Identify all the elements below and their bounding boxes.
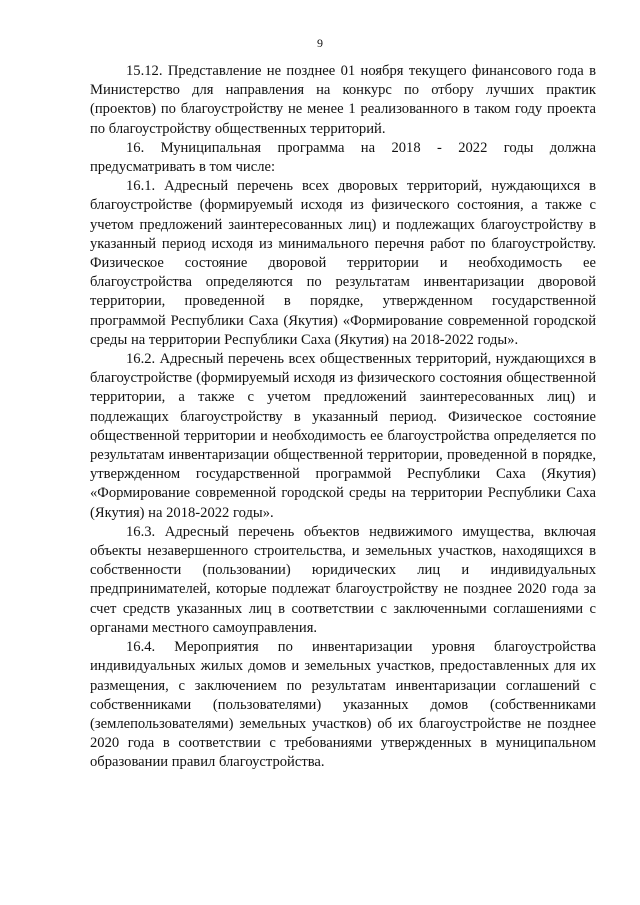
- paragraph-16-4: 16.4. Мероприятия по инвентаризации уровня благоустройства индивидуальных жилых домов и земельных участков, предоставленных для их размещения, с заключением по результатам инвентаризации соглашений с собственниками (пользователями) указанных домов (собственниками (землепользователями) земельных участков) об их благоустройстве не позднее 2020 года в соответствии с требованиями утвержденных в муниципальном образовании правил благоустройства.: [90, 639, 596, 771]
- paragraph-16-1: 16.1. Адресный перечень всех дворовых территорий, нуждающихся в благоустройстве (формируемый исходя из физического состояния, а также с учетом предложений заинтересованных лиц) и подлежащих благоустройству в указанный период исходя из минимального перечня работ по благоустройству. Физическое состояние дворовой территории и необходимость ее благоустройства определяются по результатам инвентаризации дворовой территории, проведенной в порядке, утвержденном государственной программой Республики Саха (Якутия) «Формирование современной городской среды на территории Республики Саха (Якутия) на 2018-2022 годы».: [90, 178, 596, 348]
- paragraph-16: 16. Муниципальная программа на 2018 - 2022 годы должна предусматривать в том числе:: [90, 139, 596, 176]
- paragraph-16-3: 16.3. Адресный перечень объектов недвижимого имущества, включая объекты незавершенного строительства, и земельных участков, находящихся в собственности (пользовании) юридических лиц и индивидуальных предпринимателей, которые подлежат благоустройству не позднее 2020 года за счет средств указанных лиц в соответствии с заключенными соглашениями с органами местного самоуправления.: [90, 523, 596, 636]
- paragraph-15-12: 15.12. Представление не позднее 01 ноября текущего финансового года в Министерство для направления на конкурс по отбору лучших практик (проектов) по благоустройству не менее 1 реализованного в таком году проекта по благоустройству общественных территорий.: [90, 63, 596, 137]
- page-number: 9: [317, 36, 323, 50]
- document-body: [90, 62, 596, 773]
- paragraph-16-2: 16.2. Адресный перечень всех общественных территорий, нуждающихся в благоустройстве (формируемый исходя из физического состояния общественной территории, а также с учетом предложений заинтересованных лиц) и подлежащих благоустройству в указанный период. Физическое состояние общественной территории и необходимость ее благоустройства определяется по результатам инвентаризации общественной территории, проведенной в порядке, утвержденном государственной программой Республики Саха (Якутия) «Формирование современной городской среды на территории Республики Саха (Якутия) на 2018-2022 годы».: [90, 351, 596, 521]
